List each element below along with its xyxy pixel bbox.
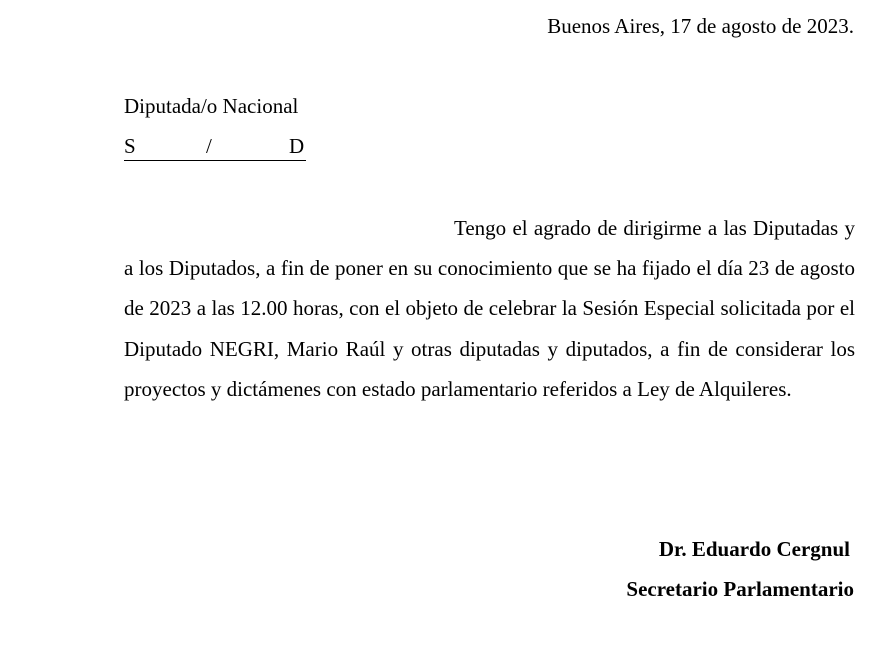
su-despacho-line: [124, 134, 306, 161]
signature-name: Dr. Eduardo Cergnul: [658, 537, 850, 561]
sd-s: S: [124, 134, 136, 158]
letter-body: Tengo el agrado de dirigirme a las Diputadas y a los Diputados, a fin de poner en su conocimiento que se ha fijado el día 23 de agosto de 2023 a las 12.00 horas, con el objeto de celebrar la Sesión Especial solicitada por el Diputado NEGRI, Mario Raúl y otras diputadas y diputados, a fin de considerar los proyectos y dictámenes con estado parlamentario referidos a Ley de Alquileres.: [124, 216, 855, 401]
signature-title: Secretario Parlamentario: [626, 577, 854, 601]
sd-slash: /: [206, 134, 212, 158]
letter-date: Buenos Aires, 17 de agosto de 2023.: [547, 14, 854, 38]
recipient-line: Diputada/o Nacional: [124, 94, 299, 118]
sd-d: D: [289, 134, 305, 158]
